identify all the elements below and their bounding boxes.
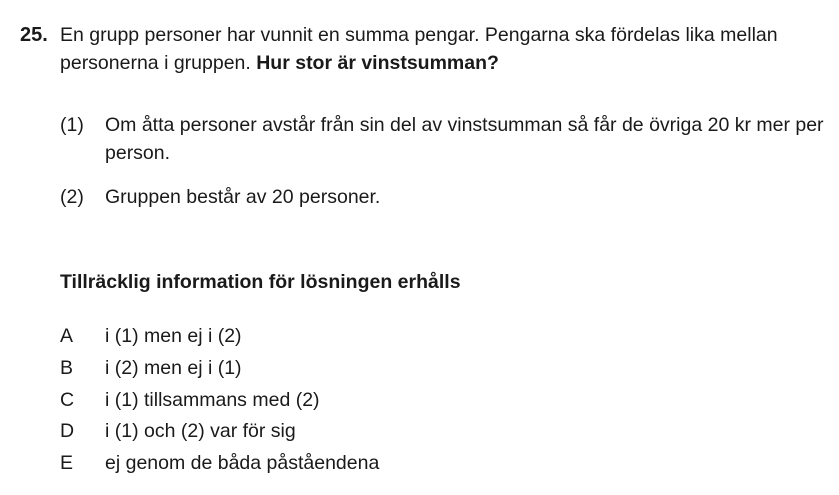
statement-2 (60, 183, 830, 213)
option-c-text: i (1) tillsammans med (2) (105, 389, 320, 411)
question-text-plain: En grupp personer har vunnit en summa pengar. Pengarna ska fördelas lika mellan personerna i gruppen. (60, 24, 778, 74)
option-a-letter: A (60, 325, 74, 347)
statement-1-text: Om åtta personer avstår från sin del av vinstsumman så får de övriga 20 kr mer per person. (105, 114, 824, 164)
option-a-text: i (1) men ej i (2) (105, 325, 242, 347)
statement-1 (60, 111, 830, 171)
question-text (60, 21, 820, 77)
option-d-text: i (1) och (2) var för sig (105, 420, 296, 442)
statement-2-label: (2) (60, 186, 84, 208)
option-a[interactable] (60, 322, 760, 352)
option-d-letter: D (60, 420, 75, 442)
info-heading: Tillräcklig information för lösningen erhålls (60, 271, 461, 293)
question-number: 25. (20, 24, 48, 46)
option-e-text: ej genom de båda påståendena (105, 452, 380, 474)
option-b-text: i (2) men ej i (1) (105, 357, 242, 379)
statement-1-label: (1) (60, 114, 84, 136)
option-c[interactable] (60, 386, 760, 416)
option-c-letter: C (60, 389, 75, 411)
option-d[interactable] (60, 417, 760, 447)
statement-2-text: Gruppen består av 20 personer. (105, 186, 381, 208)
option-e[interactable] (60, 449, 760, 479)
option-b-letter: B (60, 357, 74, 379)
option-b[interactable] (60, 354, 760, 384)
option-e-letter: E (60, 452, 74, 474)
question-text-bold: Hur stor är vinstsumman? (256, 52, 499, 74)
